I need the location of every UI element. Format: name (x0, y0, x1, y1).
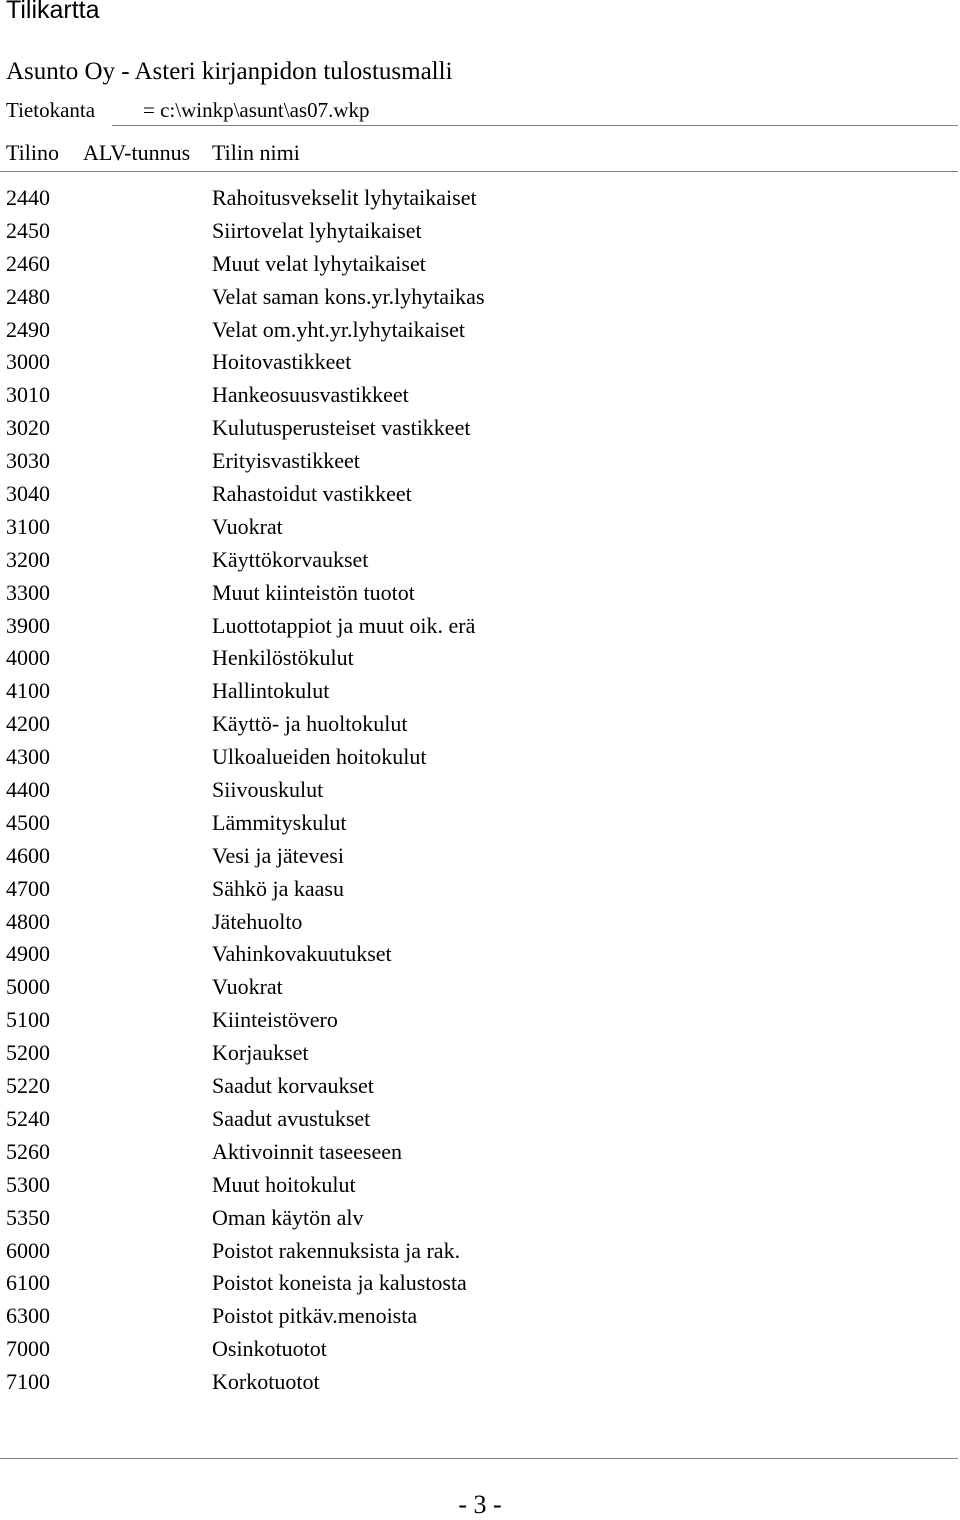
account-number: 2440 (6, 185, 50, 210)
account-number: 7000 (6, 1336, 50, 1362)
account-row (0, 1333, 960, 1366)
account-name: Lämmityskulut (212, 809, 347, 835)
account-number: 4500 (6, 809, 50, 835)
account-number: 3100 (6, 513, 50, 539)
account-name: Vuokrat (212, 513, 283, 539)
account-number: 4700 (6, 875, 50, 901)
account-row (0, 1235, 960, 1268)
account-row (0, 906, 960, 939)
account-number: 6300 (6, 1303, 50, 1329)
account-name: Erityisvastikkeet (212, 448, 360, 474)
account-row (0, 610, 960, 643)
account-number: 2490 (6, 316, 50, 342)
account-name: Oman käytön alv (212, 1204, 364, 1230)
account-name: Hankeosuusvastikkeet (212, 382, 409, 408)
account-number: 4900 (6, 941, 50, 967)
account-row (0, 675, 960, 708)
account-name: Käyttö- ja huoltokulut (212, 711, 408, 737)
account-name: Osinkotuotot (212, 1336, 327, 1362)
page-number: - 3 - (458, 1490, 502, 1519)
account-number: 5000 (6, 974, 50, 1000)
account-name: Korjaukset (212, 1040, 309, 1066)
account-number: 5200 (6, 1040, 50, 1066)
account-number: 5240 (6, 1105, 50, 1131)
account-row (0, 215, 960, 248)
account-number: 4600 (6, 842, 50, 868)
account-row (0, 1103, 960, 1136)
divider (112, 125, 958, 126)
database-label: Tietokanta (6, 98, 96, 122)
account-number: 2450 (6, 217, 50, 243)
account-name: Ulkoalueiden hoitokulut (212, 744, 427, 770)
account-name: Poistot koneista ja kalustosta (212, 1270, 467, 1296)
column-header-vat: ALV-tunnus (83, 140, 191, 165)
account-number: 4800 (6, 908, 50, 934)
account-number: 3200 (6, 546, 50, 572)
account-list (0, 182, 960, 1399)
account-number: 5260 (6, 1138, 50, 1164)
account-name: Muut hoitokulut (212, 1171, 356, 1197)
account-name: Siivouskulut (212, 777, 324, 803)
account-number: 6100 (6, 1270, 50, 1296)
account-row (0, 412, 960, 445)
page-title: Tilikartta (6, 0, 100, 24)
account-name: Hallintokulut (212, 678, 330, 704)
account-number: 4100 (6, 678, 50, 704)
account-name: Poistot pitkäv.menoista (212, 1303, 418, 1329)
account-name: Vuokrat (212, 974, 283, 1000)
account-name: Muut kiinteistön tuotot (212, 579, 415, 605)
account-name: Korkotuotot (212, 1369, 320, 1395)
account-row (0, 807, 960, 840)
account-row (0, 445, 960, 478)
account-number: 2460 (6, 250, 50, 276)
account-row (0, 1300, 960, 1333)
account-number: 3030 (6, 448, 50, 474)
account-row (0, 840, 960, 873)
account-row (0, 1366, 960, 1399)
account-number: 5100 (6, 1007, 50, 1033)
account-number: 3300 (6, 579, 50, 605)
account-number: 5300 (6, 1171, 50, 1197)
account-name: Jätehuolto (212, 908, 303, 934)
account-number: 4200 (6, 711, 50, 737)
account-name: Sähkö ja kaasu (212, 875, 344, 901)
account-row (0, 511, 960, 544)
column-header-number: Tilino (6, 140, 60, 165)
account-name: Aktivoinnit taseeseen (212, 1138, 403, 1164)
account-number: 7100 (6, 1369, 50, 1395)
account-name: Velat om.yht.yr.lyhytaikaiset (212, 316, 465, 342)
account-row (0, 281, 960, 314)
account-row (0, 182, 960, 215)
account-name: Poistot rakennuksista ja rak. (212, 1237, 461, 1263)
divider (0, 171, 958, 172)
account-name: Muut velat lyhytaikaiset (212, 250, 426, 276)
account-row (0, 938, 960, 971)
account-row (0, 314, 960, 347)
account-number: 3020 (6, 415, 50, 441)
account-row (0, 379, 960, 412)
account-row (0, 1037, 960, 1070)
account-name: Luottotappiot ja muut oik. erä (212, 612, 476, 638)
account-row (0, 577, 960, 610)
account-name: Vesi ja jätevesi (212, 842, 344, 868)
account-row (0, 873, 960, 906)
account-name: Velat saman kons.yr.lyhytaikas (212, 283, 485, 309)
account-row (0, 774, 960, 807)
account-row (0, 346, 960, 379)
account-number: 4400 (6, 777, 50, 803)
account-name: Kulutusperusteiset vastikkeet (212, 415, 471, 441)
account-number: 6000 (6, 1237, 50, 1263)
report-subtitle: Asunto Oy - Asteri kirjanpidon tulostusmalli (6, 58, 453, 85)
account-number: 3000 (6, 349, 50, 375)
footer-divider (0, 1458, 958, 1459)
account-number: 2480 (6, 283, 50, 309)
account-row (0, 1169, 960, 1202)
account-name: Siirtovelat lyhytaikaiset (212, 217, 422, 243)
account-name: Rahastoidut vastikkeet (212, 481, 412, 507)
account-row (0, 642, 960, 675)
account-name: Hoitovastikkeet (212, 349, 352, 375)
account-row (0, 478, 960, 511)
account-row (0, 1267, 960, 1300)
account-number: 3040 (6, 481, 50, 507)
account-name: Saadut korvaukset (212, 1073, 374, 1099)
account-name: Kiinteistövero (212, 1007, 338, 1033)
account-number: 3010 (6, 382, 50, 408)
account-number: 4300 (6, 744, 50, 770)
account-row (0, 741, 960, 774)
account-name: Käyttökorvaukset (212, 546, 369, 572)
database-path: = c:\winkp\asunt\as07.wkp (143, 98, 370, 122)
account-row (0, 544, 960, 577)
column-header-name: Tilin nimi (212, 140, 300, 165)
account-row (0, 1004, 960, 1037)
account-row (0, 248, 960, 281)
account-row (0, 971, 960, 1004)
account-number: 5220 (6, 1073, 50, 1099)
account-number: 4000 (6, 645, 50, 671)
account-name: Rahoitusvekselit lyhytaikaiset (212, 185, 477, 210)
account-number: 3900 (6, 612, 50, 638)
account-name: Saadut avustukset (212, 1105, 371, 1131)
account-row (0, 1136, 960, 1169)
account-number: 5350 (6, 1204, 50, 1230)
account-row (0, 708, 960, 741)
account-name: Henkilöstökulut (212, 645, 354, 671)
account-name: Vahinkovakuutukset (212, 941, 392, 967)
account-row (0, 1202, 960, 1235)
account-row (0, 1070, 960, 1103)
